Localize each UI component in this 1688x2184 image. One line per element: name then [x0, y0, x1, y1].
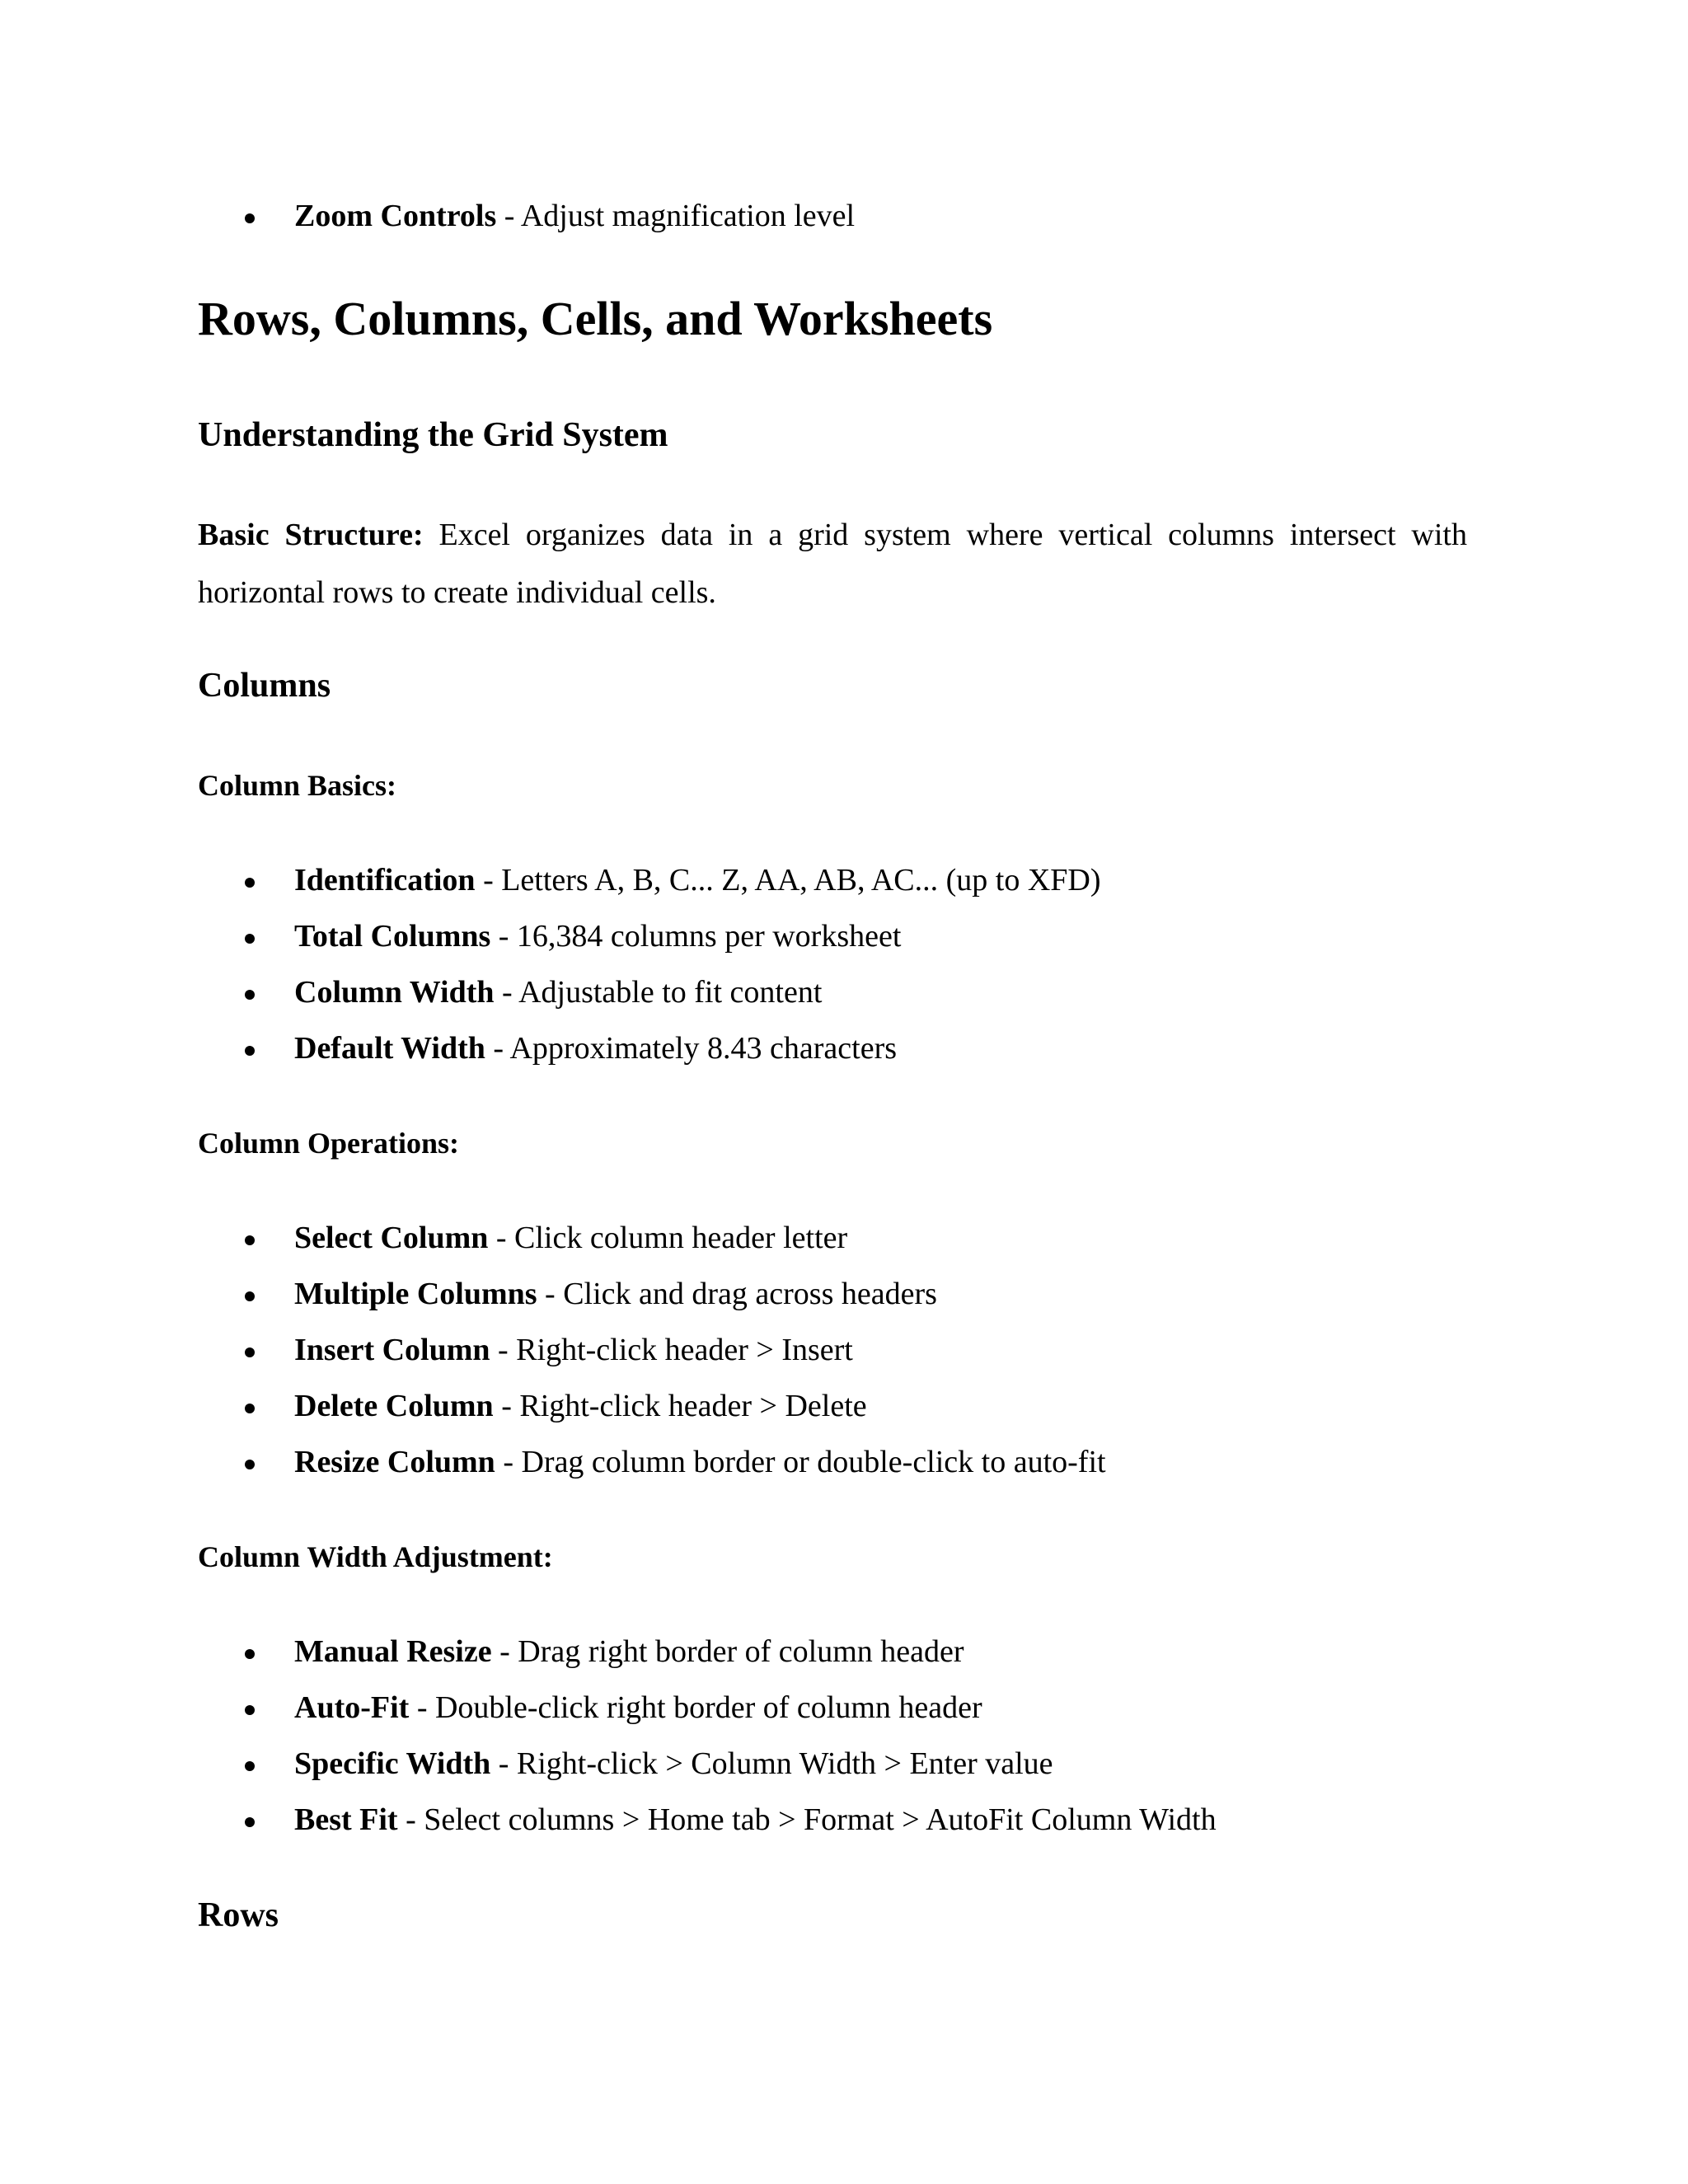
list-item-term: Insert Column — [294, 1333, 490, 1367]
list-item-desc: - Drag right border of column header — [491, 1634, 964, 1669]
bullet-icon — [245, 1291, 255, 1301]
list-item-desc: - Adjust magnification level — [496, 199, 856, 233]
list-item-term: Multiple Columns — [294, 1277, 537, 1311]
list-item-term: Default Width — [294, 1031, 485, 1066]
list-item-term: Specific Width — [294, 1746, 491, 1781]
subheading-column-basics: Column Basics: — [198, 769, 397, 802]
bullet-icon — [245, 213, 255, 223]
section-heading-columns: Columns — [198, 667, 331, 705]
list-item-desc: - Double-click right border of column header — [409, 1690, 982, 1725]
list-item-text — [294, 1269, 937, 1319]
subheading-column-width-adjustment: Column Width Adjustment: — [198, 1540, 553, 1573]
list-item-term: Auto-Fit — [294, 1690, 410, 1725]
list-item-term: Column Width — [294, 975, 495, 1010]
bullet-icon — [245, 1046, 255, 1056]
list-item-desc: - 16,384 columns per worksheet — [490, 919, 902, 954]
list-item-desc: - Adjustable to fit content — [494, 975, 823, 1010]
list-item-desc: - Letters A, B, C... Z, AA, AB, AC... (up to XFD) — [475, 863, 1101, 898]
list-item-desc: - Drag column border or double-click to auto-fit — [495, 1445, 1106, 1479]
bullet-icon — [245, 1817, 255, 1827]
bullet-icon — [245, 934, 255, 944]
bullet-icon — [245, 990, 255, 1000]
list-item-desc: - Right-click > Column Width > Enter value — [490, 1746, 1053, 1781]
list-item-desc: - Click and drag across headers — [537, 1277, 937, 1311]
bullet-icon — [245, 1347, 255, 1357]
list-item-term: Total Columns — [294, 919, 491, 954]
list-item-text — [294, 1683, 982, 1732]
list-item-term: Zoom Controls — [294, 199, 497, 233]
bullet-icon — [245, 1649, 255, 1659]
bullet-icon — [245, 1235, 255, 1245]
list-item-term: Select Column — [294, 1221, 489, 1255]
bullet-icon — [245, 1761, 255, 1771]
list-item-text — [294, 1437, 1106, 1487]
list-item-desc: - Click column header letter — [488, 1221, 848, 1255]
list-item-term: Delete Column — [294, 1389, 494, 1423]
list-item-desc: - Right-click header > Insert — [490, 1333, 853, 1367]
list-item-term: Identification — [294, 863, 476, 898]
bullet-icon — [245, 1460, 255, 1469]
list-item-term: Best Fit — [294, 1802, 398, 1837]
list-item-text — [294, 1739, 1053, 1788]
list-item-term: Resize Column — [294, 1445, 495, 1479]
bullet-icon — [245, 1404, 255, 1413]
list-item-desc: - Approximately 8.43 characters — [485, 1031, 898, 1066]
bullet-icon — [245, 1705, 255, 1715]
paragraph-label: Basic Structure: — [198, 518, 424, 552]
paragraph-line-2: horizontal rows to create individual cells. — [198, 575, 716, 610]
list-item-text — [294, 968, 822, 1017]
list-item-text — [294, 1024, 897, 1073]
list-item-term: Manual Resize — [294, 1634, 492, 1669]
subheading-column-operations: Column Operations: — [198, 1127, 460, 1160]
section-heading-rows: Rows — [198, 1896, 279, 1934]
section-heading-grid: Understanding the Grid System — [198, 416, 668, 454]
list-item-text — [294, 855, 1101, 905]
list-item-text — [294, 191, 855, 241]
list-item-text — [294, 912, 901, 961]
list-item-text — [294, 1213, 847, 1263]
list-item-desc: - Select columns > Home tab > Format > AutoFit Column Width — [397, 1802, 1217, 1837]
basic-structure-paragraph — [198, 506, 1467, 621]
paragraph-line-1 — [198, 506, 1467, 564]
list-item-text — [294, 1795, 1217, 1844]
list-item-text — [294, 1325, 853, 1375]
list-item-desc: - Right-click header > Delete — [493, 1389, 867, 1423]
bullet-icon — [245, 878, 255, 888]
list-item-text — [294, 1627, 964, 1676]
list-item-text — [294, 1381, 867, 1431]
paragraph-text-1: Excel organizes data in a grid system where vertical columns intersect with — [423, 518, 1467, 552]
page-title: Rows, Columns, Cells, and Worksheets — [198, 292, 993, 345]
